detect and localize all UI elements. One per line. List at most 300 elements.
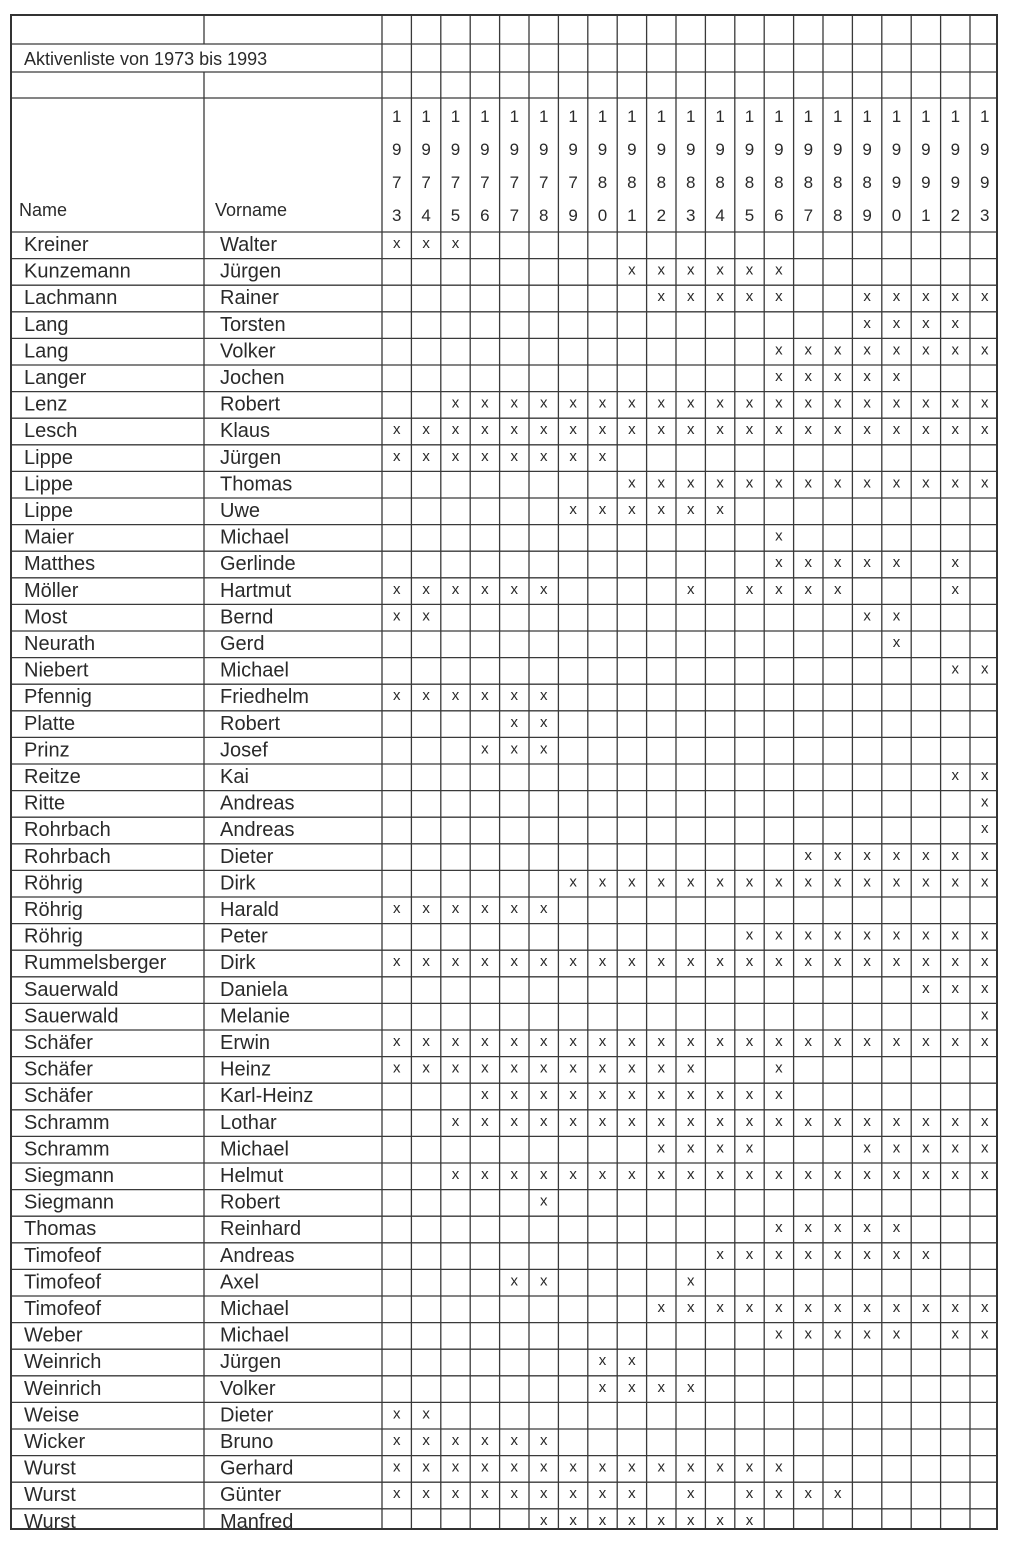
activity-mark-1977: x xyxy=(510,394,519,412)
table-row xyxy=(24,447,607,469)
activity-mark-1986: x xyxy=(775,1245,783,1263)
row-vorname: Dirk xyxy=(220,872,256,895)
activity-mark-1986: x xyxy=(775,1059,783,1077)
activity-mark-1973: x xyxy=(392,1432,401,1449)
row-vorname: Dieter xyxy=(220,1404,274,1427)
year-digit: 8 xyxy=(627,173,637,192)
year-digit: 9 xyxy=(421,140,431,159)
row-vorname: Heinz xyxy=(220,1058,272,1081)
activity-mark-1993: x xyxy=(980,1166,989,1183)
activity-mark-1981: x xyxy=(628,261,636,279)
table-row xyxy=(24,766,989,788)
activity-mark-1973: x xyxy=(392,1405,401,1423)
activity-mark-1978: x xyxy=(539,1272,548,1290)
table-row xyxy=(24,899,548,921)
activity-mark-1984: x xyxy=(716,1033,724,1050)
row-name: Lesch xyxy=(24,420,78,443)
activity-mark-1977: x xyxy=(510,740,519,758)
activity-mark-1981: x xyxy=(628,1059,636,1077)
row-name: Schramm xyxy=(24,1111,110,1134)
activity-mark-1990: x xyxy=(892,607,901,625)
activity-mark-1977: x xyxy=(510,421,519,439)
activity-mark-1977: x xyxy=(510,1059,519,1077)
activity-mark-1992: x xyxy=(951,580,960,598)
activity-mark-1993: x xyxy=(980,1006,989,1024)
activity-mark-1984: x xyxy=(716,1299,724,1316)
activity-mark-1985: x xyxy=(745,953,754,971)
year-digit: 9 xyxy=(891,140,902,159)
activity-mark-1993: x xyxy=(980,288,989,306)
year-digit: 1 xyxy=(803,107,814,126)
table-row xyxy=(24,527,783,549)
activity-mark-1983: x xyxy=(686,1033,695,1050)
activity-mark-1976: x xyxy=(481,1033,489,1050)
row-vorname: Dirk xyxy=(220,952,256,975)
year-digit: 4 xyxy=(715,206,725,225)
table-row xyxy=(24,1378,695,1400)
table-row xyxy=(24,367,901,389)
activity-mark-1978: x xyxy=(539,1432,548,1449)
activity-mark-1991: x xyxy=(922,846,930,864)
year-digit: 9 xyxy=(685,140,696,159)
activity-mark-1987: x xyxy=(804,580,813,598)
activity-mark-1978: x xyxy=(539,394,548,412)
activity-mark-1982: x xyxy=(657,1166,666,1183)
activity-table xyxy=(12,16,996,1528)
activity-mark-1992: x xyxy=(951,1139,960,1157)
row-name: Schramm xyxy=(24,1138,110,1161)
activity-mark-1973: x xyxy=(392,687,401,705)
activity-mark-1987: x xyxy=(804,1485,813,1503)
year-digit: 4 xyxy=(421,206,431,225)
row-vorname: Daniela xyxy=(220,978,288,1001)
row-name: Timofeof xyxy=(24,1244,102,1267)
year-digit: 1 xyxy=(509,107,520,126)
year-digit: 9 xyxy=(832,140,843,159)
activity-mark-1988: x xyxy=(833,1245,842,1263)
activity-mark-1992: x xyxy=(951,288,960,306)
row-vorname: Michael xyxy=(220,1324,289,1347)
activity-mark-1974: x xyxy=(422,1458,430,1476)
activity-mark-1978: x xyxy=(539,1511,548,1528)
activity-mark-1986: x xyxy=(775,368,783,385)
activity-mark-1990: x xyxy=(892,634,901,651)
activity-mark-1988: x xyxy=(833,953,842,971)
activity-mark-1978: x xyxy=(539,1192,548,1210)
row-vorname: Rainer xyxy=(220,287,279,310)
activity-mark-1988: x xyxy=(833,1485,842,1503)
table-row xyxy=(24,1032,989,1054)
year-digit: 1 xyxy=(538,107,549,126)
activity-mark-1983: x xyxy=(686,421,695,439)
activity-mark-1975: x xyxy=(451,953,460,971)
row-name: Röhrig xyxy=(24,872,83,895)
year-digit: 1 xyxy=(450,107,461,126)
activity-mark-1993: x xyxy=(980,953,989,971)
activity-mark-1980: x xyxy=(598,1352,607,1370)
activity-mark-1988: x xyxy=(833,474,842,492)
activity-mark-1976: x xyxy=(481,447,489,465)
activity-mark-1984: x xyxy=(716,873,724,891)
activity-mark-1988: x xyxy=(833,926,842,944)
year-digit: 1 xyxy=(744,107,755,126)
activity-mark-1973: x xyxy=(392,1458,401,1476)
activity-mark-1991: x xyxy=(922,926,930,944)
row-vorname: Torsten xyxy=(220,313,286,336)
row-name: Timofeof xyxy=(24,1298,102,1320)
activity-mark-1973: x xyxy=(392,1033,401,1050)
activity-mark-1978: x xyxy=(539,953,548,971)
activity-mark-1987: x xyxy=(804,1112,813,1130)
activity-mark-1991: x xyxy=(922,979,930,997)
year-digit: 8 xyxy=(803,173,814,192)
activity-mark-1976: x xyxy=(481,1166,489,1183)
row-vorname: Josef xyxy=(220,739,268,762)
activity-mark-1977: x xyxy=(510,580,519,598)
activity-mark-1975: x xyxy=(451,394,460,412)
row-name: Wurst xyxy=(24,1457,76,1480)
activity-mark-1975: x xyxy=(451,1112,460,1130)
row-vorname: Kai xyxy=(220,766,249,788)
activity-mark-1985: x xyxy=(745,421,754,439)
year-digit: 1 xyxy=(627,107,637,126)
row-name: Most xyxy=(24,606,68,629)
year-header-1985 xyxy=(745,107,754,225)
row-name: Sauerwald xyxy=(24,978,119,1001)
activity-mark-1981: x xyxy=(628,873,636,891)
activity-mark-1973: x xyxy=(392,447,401,465)
activity-mark-1979: x xyxy=(569,501,577,518)
activity-mark-1978: x xyxy=(539,1059,548,1077)
activity-mark-1974: x xyxy=(422,1485,430,1503)
activity-mark-1989: x xyxy=(863,421,871,439)
activity-mark-1988: x xyxy=(833,580,842,598)
activity-mark-1973: x xyxy=(392,900,401,917)
table-row xyxy=(24,1165,989,1187)
activity-mark-1980: x xyxy=(598,1086,607,1104)
activity-mark-1992: x xyxy=(951,1166,960,1183)
activity-mark-1981: x xyxy=(628,1086,636,1104)
list-title: Aktivenliste von 1973 bis 1993 xyxy=(24,49,268,69)
row-vorname: Gerd xyxy=(220,633,265,655)
year-digit: 1 xyxy=(597,107,608,126)
activity-mark-1985: x xyxy=(745,1458,754,1476)
row-name: Lippe xyxy=(24,500,73,522)
activity-mark-1975: x xyxy=(451,1485,460,1503)
activity-mark-1986: x xyxy=(775,1166,783,1183)
row-vorname: Klaus xyxy=(220,420,271,443)
activity-mark-1976: x xyxy=(481,1112,489,1130)
activity-mark-1990: x xyxy=(892,1139,901,1157)
table-row xyxy=(24,952,989,974)
activity-mark-1986: x xyxy=(775,1112,783,1130)
activity-mark-1985: x xyxy=(745,1299,754,1316)
activity-mark-1989: x xyxy=(863,368,871,385)
row-name: Timofeof xyxy=(24,1271,102,1294)
activity-mark-1980: x xyxy=(598,1112,607,1130)
activity-mark-1991: x xyxy=(922,314,930,332)
year-digit: 9 xyxy=(627,140,637,159)
activity-mark-1990: x xyxy=(892,1245,901,1263)
activity-mark-1990: x xyxy=(892,1325,901,1343)
year-header-1989 xyxy=(862,107,871,225)
year-header-1982 xyxy=(657,107,666,225)
activity-mark-1978: x xyxy=(539,580,548,598)
activity-mark-1976: x xyxy=(481,1432,489,1449)
row-vorname: Melanie xyxy=(220,1005,291,1028)
year-digit: 9 xyxy=(921,140,931,159)
activity-mark-1980: x xyxy=(598,1166,607,1183)
year-digit: 7 xyxy=(421,173,431,192)
activity-mark-1993: x xyxy=(980,1112,989,1130)
table-row xyxy=(24,287,989,309)
row-vorname: Robert xyxy=(220,712,281,735)
year-header-1975 xyxy=(451,107,460,225)
activity-mark-1985: x xyxy=(745,288,754,306)
activity-mark-1984: x xyxy=(716,501,724,518)
table-row xyxy=(24,1351,636,1373)
activity-mark-1990: x xyxy=(892,368,901,385)
activity-mark-1992: x xyxy=(951,660,960,678)
year-digit: 5 xyxy=(450,206,461,225)
activity-mark-1986: x xyxy=(775,527,783,545)
table-row xyxy=(24,793,989,815)
activity-mark-1981: x xyxy=(628,1378,636,1396)
activity-mark-1993: x xyxy=(980,979,989,997)
year-digit: 0 xyxy=(891,206,902,225)
activity-mark-1985: x xyxy=(745,1112,754,1130)
table-row xyxy=(24,1218,901,1240)
activity-mark-1992: x xyxy=(951,1112,960,1130)
activity-mark-1975: x xyxy=(451,900,460,917)
activity-mark-1989: x xyxy=(863,926,871,944)
activity-mark-1978: x xyxy=(539,1485,548,1503)
activity-mark-1986: x xyxy=(775,554,783,572)
row-name: Siegmann xyxy=(24,1191,115,1214)
activity-mark-1982: x xyxy=(657,501,666,518)
activity-mark-1982: x xyxy=(657,1458,666,1476)
table-row xyxy=(24,686,548,708)
table-row xyxy=(24,420,989,442)
year-digit: 5 xyxy=(744,206,755,225)
activity-mark-1977: x xyxy=(510,687,519,705)
year-digit: 7 xyxy=(480,173,490,192)
activity-mark-1992: x xyxy=(951,554,960,572)
activity-mark-1987: x xyxy=(804,1166,813,1183)
year-header-1979 xyxy=(568,107,577,225)
table-row xyxy=(24,926,989,948)
table-row xyxy=(24,739,548,761)
row-name: Rummelsberger xyxy=(24,952,167,975)
activity-mark-1978: x xyxy=(539,1166,548,1183)
table-row xyxy=(24,261,783,283)
year-digit: 7 xyxy=(509,206,520,225)
row-name: Röhrig xyxy=(24,899,83,921)
row-vorname: Andreas xyxy=(220,819,295,842)
activity-mark-1993: x xyxy=(980,421,989,439)
activity-mark-1974: x xyxy=(422,1033,430,1050)
activity-mark-1990: x xyxy=(892,394,901,412)
row-vorname: Peter xyxy=(220,925,268,948)
row-name: Kreiner xyxy=(24,234,89,256)
activity-mark-1992: x xyxy=(951,341,960,359)
activity-mark-1985: x xyxy=(745,873,754,891)
row-vorname: Thomas xyxy=(220,473,293,496)
activity-mark-1987: x xyxy=(804,474,813,492)
year-digit: 1 xyxy=(391,107,402,126)
year-digit: 8 xyxy=(715,173,725,192)
row-name: Lippe xyxy=(24,446,73,469)
activity-mark-1977: x xyxy=(510,1112,519,1130)
year-digit: 9 xyxy=(597,140,608,159)
activity-mark-1991: x xyxy=(922,1112,930,1130)
activity-mark-1993: x xyxy=(980,767,989,784)
activity-mark-1990: x xyxy=(892,846,901,864)
activity-mark-1989: x xyxy=(863,314,871,332)
activity-mark-1980: x xyxy=(598,501,607,518)
activity-mark-1982: x xyxy=(657,1033,666,1050)
activity-mark-1975: x xyxy=(451,580,460,598)
activity-mark-1989: x xyxy=(863,953,871,971)
activity-mark-1977: x xyxy=(510,447,519,465)
activity-mark-1976: x xyxy=(481,1059,489,1077)
year-digit: 9 xyxy=(391,140,402,159)
row-name: Ritte xyxy=(24,792,66,815)
activity-mark-1990: x xyxy=(892,341,901,359)
activity-mark-1985: x xyxy=(745,474,754,492)
row-name: Pfennig xyxy=(24,686,92,709)
activity-mark-1990: x xyxy=(892,288,901,306)
activity-mark-1984: x xyxy=(716,1139,724,1157)
activity-mark-1988: x xyxy=(833,421,842,439)
activity-mark-1990: x xyxy=(892,1033,901,1050)
activity-mark-1990: x xyxy=(892,554,901,572)
activity-mark-1976: x xyxy=(481,1458,489,1476)
activity-mark-1977: x xyxy=(510,1166,519,1183)
row-name: Wurst xyxy=(24,1510,76,1528)
row-name: Weber xyxy=(24,1324,83,1347)
activity-mark-1982: x xyxy=(657,1378,666,1396)
activity-mark-1992: x xyxy=(951,926,960,944)
table-row xyxy=(24,846,989,868)
activity-mark-1978: x xyxy=(539,687,548,705)
activity-mark-1980: x xyxy=(598,1033,607,1050)
activity-mark-1987: x xyxy=(804,873,813,891)
table-row xyxy=(24,979,989,1001)
activity-mark-1987: x xyxy=(804,1219,813,1237)
row-name: Langer xyxy=(24,367,87,389)
year-digit: 8 xyxy=(597,173,608,192)
activity-mark-1983: x xyxy=(686,1511,695,1528)
row-name: Lang xyxy=(24,340,69,363)
activity-mark-1992: x xyxy=(951,846,960,864)
year-digit: 9 xyxy=(891,173,902,192)
year-digit: 3 xyxy=(685,206,696,225)
activity-mark-1991: x xyxy=(922,953,930,971)
year-header-1993 xyxy=(980,107,989,225)
activity-mark-1990: x xyxy=(892,873,901,891)
activity-mark-1979: x xyxy=(569,394,577,412)
activity-mark-1993: x xyxy=(980,394,989,412)
activity-mark-1989: x xyxy=(863,1112,871,1130)
activity-mark-1983: x xyxy=(686,1059,695,1077)
row-vorname: Robert xyxy=(220,1191,281,1214)
year-digit: 3 xyxy=(979,206,990,225)
year-header-1977 xyxy=(510,107,519,225)
activity-mark-1974: x xyxy=(422,580,430,598)
row-name: Lang xyxy=(24,313,69,336)
activity-mark-1979: x xyxy=(569,1059,577,1077)
activity-mark-1983: x xyxy=(686,873,695,891)
year-header-1976 xyxy=(480,107,489,225)
row-vorname: Lothar xyxy=(220,1111,277,1134)
row-name: Wurst xyxy=(24,1484,76,1507)
activity-mark-1977: x xyxy=(510,1272,519,1290)
row-name: Lippe xyxy=(24,473,73,496)
activity-mark-1984: x xyxy=(716,421,724,439)
activity-mark-1993: x xyxy=(980,1299,989,1316)
activity-mark-1983: x xyxy=(686,1139,695,1157)
activity-list-sheet xyxy=(10,14,998,1530)
activity-mark-1974: x xyxy=(422,687,430,705)
activity-mark-1991: x xyxy=(922,394,930,412)
activity-mark-1980: x xyxy=(598,1059,607,1077)
activity-mark-1979: x xyxy=(569,1485,577,1503)
activity-mark-1979: x xyxy=(569,1511,577,1528)
activity-mark-1984: x xyxy=(716,1086,724,1104)
year-headers xyxy=(392,107,989,225)
activity-mark-1973: x xyxy=(392,580,401,598)
activity-mark-1983: x xyxy=(686,261,695,279)
activity-mark-1978: x xyxy=(539,1086,548,1104)
activity-mark-1975: x xyxy=(451,447,460,465)
row-vorname: Jürgen xyxy=(220,1351,282,1374)
row-vorname: Robert xyxy=(220,393,281,416)
activity-mark-1980: x xyxy=(598,447,607,465)
row-name: Neurath xyxy=(24,633,96,655)
activity-mark-1983: x xyxy=(686,394,695,412)
activity-mark-1979: x xyxy=(569,873,577,891)
row-name: Kunzemann xyxy=(24,260,131,283)
year-digit: 9 xyxy=(450,140,461,159)
activity-mark-1979: x xyxy=(569,1086,577,1104)
activity-mark-1988: x xyxy=(833,368,842,385)
activity-mark-1976: x xyxy=(481,740,489,758)
activity-mark-1988: x xyxy=(833,1325,842,1343)
activity-mark-1981: x xyxy=(628,1033,636,1050)
table-row xyxy=(24,819,989,841)
activity-mark-1988: x xyxy=(833,1033,842,1050)
row-vorname: Reinhard xyxy=(220,1218,302,1241)
year-digit: 6 xyxy=(480,206,490,225)
activity-mark-1983: x xyxy=(686,501,695,518)
table-row xyxy=(24,340,989,362)
activity-mark-1986: x xyxy=(775,1325,783,1343)
activity-mark-1989: x xyxy=(863,1033,871,1050)
activity-mark-1975: x xyxy=(451,1432,460,1449)
activity-mark-1974: x xyxy=(422,421,430,439)
activity-mark-1990: x xyxy=(892,926,901,944)
activity-mark-1987: x xyxy=(804,1325,813,1343)
activity-mark-1992: x xyxy=(951,953,960,971)
activity-mark-1981: x xyxy=(628,1458,636,1476)
activity-mark-1983: x xyxy=(686,580,695,598)
activity-mark-1979: x xyxy=(569,447,577,465)
table-row xyxy=(24,1005,989,1027)
activity-mark-1991: x xyxy=(922,421,930,439)
activity-mark-1986: x xyxy=(775,1458,783,1476)
activity-mark-1976: x xyxy=(481,421,489,439)
